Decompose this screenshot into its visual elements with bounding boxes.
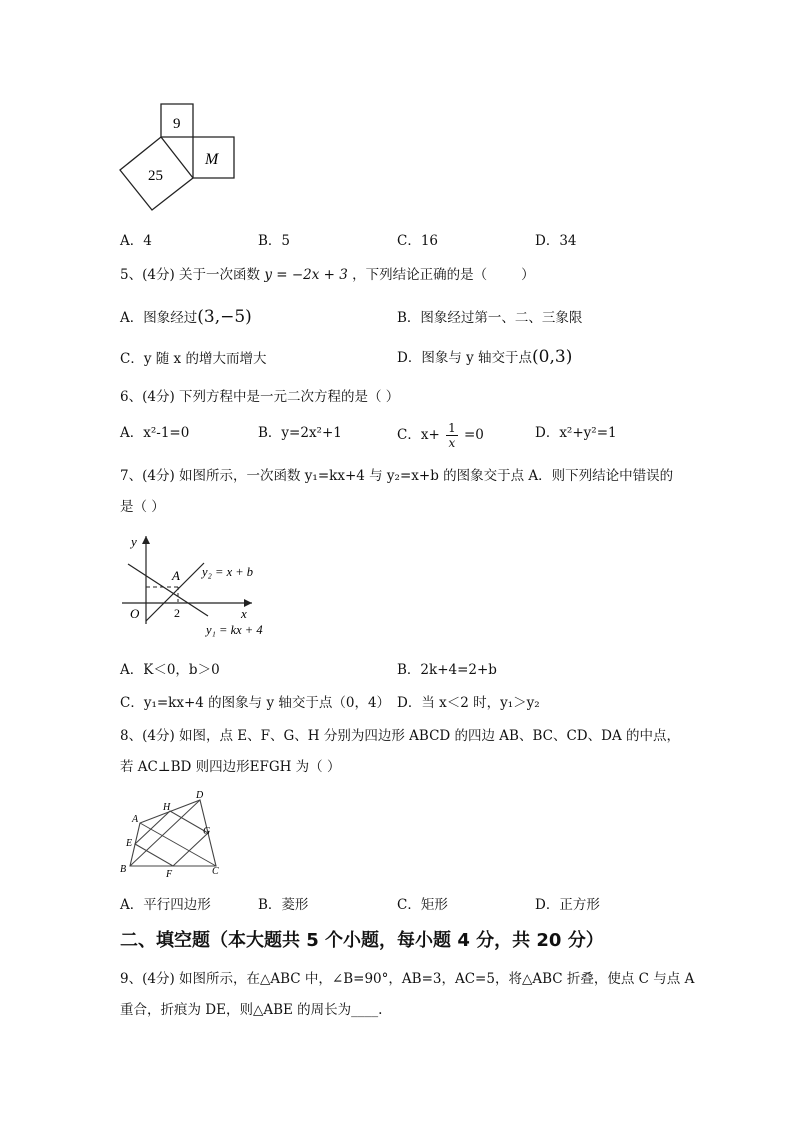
graph-x-axis-label: x: [241, 606, 247, 621]
q4-option-c: C．16: [397, 233, 439, 249]
square-label-right: M: [205, 151, 219, 168]
q8-option-d: D．正方形: [535, 897, 600, 913]
q5-option-a-text: A．图象经过: [120, 310, 198, 326]
q8-option-a: A．平行四边形: [120, 897, 211, 913]
q7-option-a: A．K＜0，b＞0: [120, 662, 220, 678]
q9-line1: 9、(4分) 如图所示，在△ABC 中，∠B=90°，AB=3，AC=5，将△ABC 折叠，使点 C 与点 A: [120, 971, 695, 987]
square-figure: [118, 100, 240, 216]
graph-point-a-label: A: [172, 568, 180, 583]
q8-stem-line1: 8、(4分) 如图，点 E、F、G、H 分别为四边形 ABCD 的四边 AB、BC、CD、DA 的中点，: [120, 728, 680, 744]
q9-line2: 重合，折痕为 DE，则△ABE 的周长为____.: [120, 1002, 383, 1018]
q5-option-b: B．图象经过第一、二、三象限: [397, 310, 583, 326]
graph-tick-2: 2: [174, 606, 180, 620]
fig8-label-c: C: [212, 866, 219, 877]
graph-line1-label: y₁ = kx + 4: [206, 623, 263, 637]
linear-functions-graph: [118, 532, 288, 644]
q5-stem: [120, 263, 535, 283]
square-label-left: 25: [148, 168, 163, 184]
fig8-label-f: F: [166, 869, 173, 878]
square-label-top: 9: [173, 116, 181, 132]
q5-paren-close: ）: [521, 267, 535, 283]
q6-fraction: [446, 421, 458, 450]
q5-option-d: [397, 346, 572, 367]
section-title: 二、填空题（本大题共 5 个小题，每小题 4 分，共 20 分）: [120, 930, 604, 951]
q6-fraction-denominator: x: [448, 436, 456, 450]
q4-option-b: B．5: [258, 233, 291, 249]
q7-stem-line1: 7、(4分) 如图所示，一次函数 y₁=kx+4 与 y₂=x+b 的图象交于点 A．则下列结论中错误的: [120, 468, 674, 484]
q7-option-d: D．当 x＜2 时，y₁＞y₂: [397, 695, 540, 711]
q7-option-b: B．2k+4=2+b: [397, 662, 497, 678]
q6-option-d: D．x²+y²=1: [535, 425, 617, 441]
quadrilateral-figure: [118, 786, 228, 878]
q8-option-b: B．菱形: [258, 897, 309, 913]
q6-fraction-numerator: 1: [448, 421, 456, 435]
fig8-label-d: D: [196, 790, 204, 801]
q8-option-c: C．矩形: [397, 897, 448, 913]
fig8-label-h: H: [163, 802, 171, 813]
q5-stem-text-2: ，下列结论正确的是（: [352, 267, 488, 283]
graph-origin-label: O: [130, 606, 140, 621]
graph-y-axis-label: y: [131, 534, 137, 549]
q5-option-c: C．y 随 x 的增大而增大: [120, 351, 267, 367]
q6-option-b: B．y=2x²+1: [258, 425, 342, 441]
q5-option-a-point: (3,−5): [197, 307, 252, 327]
q6-option-c-end: =0: [464, 427, 484, 443]
fig8-label-e: E: [126, 838, 133, 849]
q5-formula: y = −2x + 3: [264, 267, 348, 283]
q5-option-d-point: (0,3): [532, 347, 573, 367]
graph-line2-label: y₂ = x + b: [202, 565, 254, 579]
fig8-label-a: A: [132, 814, 139, 825]
q6-option-a: A．x²-1=0: [120, 425, 190, 441]
fig8-label-g: G: [203, 826, 211, 837]
q4-option-d: D．34: [535, 233, 577, 249]
q7-option-c: C．y₁=kx+4 的图象与 y 轴交于点（0，4）: [120, 695, 391, 711]
fig8-label-b: B: [120, 864, 127, 875]
q7-stem-line2: 是（ ）: [120, 499, 165, 515]
q6-option-c-text: C．x+: [397, 427, 440, 443]
q6-option-c: [397, 421, 484, 450]
q4-option-a: A．4: [120, 233, 152, 249]
q5-option-a: [120, 306, 252, 327]
q6-stem: 6、(4分) 下列方程中是一元二次方程的是（ ）: [120, 389, 400, 405]
q8-stem-line2: 若 AC⊥BD 则四边形EFGH 为（ ）: [120, 759, 341, 775]
q5-stem-text: 5、(4分) 关于一次函数: [120, 267, 261, 283]
q5-option-d-text: D．图象与 y 轴交于点: [397, 350, 533, 366]
